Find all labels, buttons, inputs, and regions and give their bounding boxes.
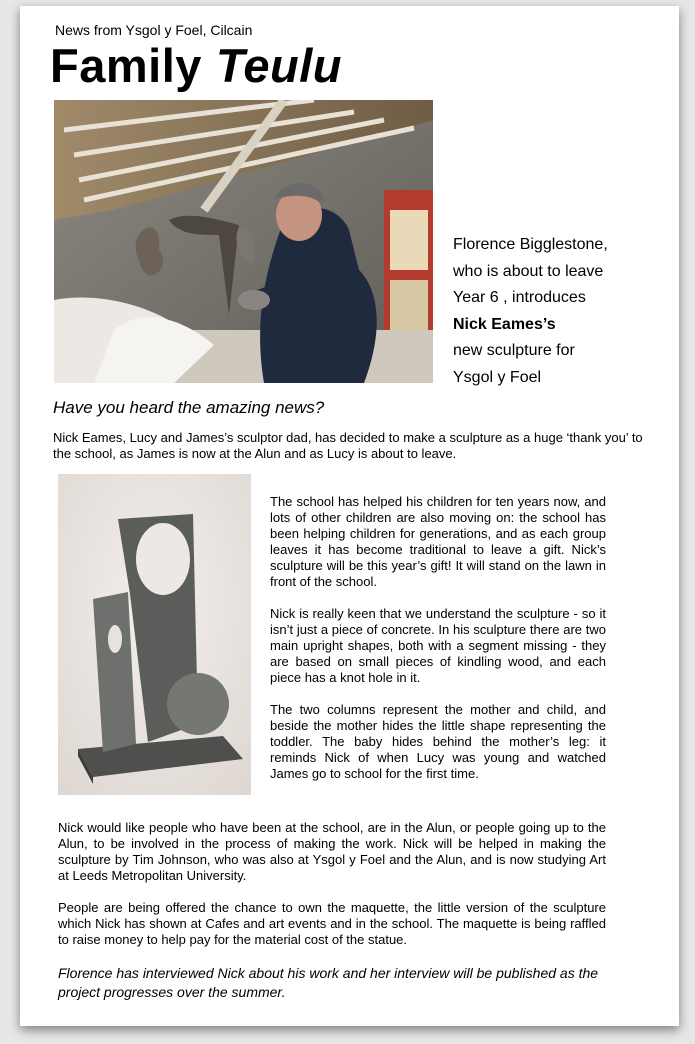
studio-photo xyxy=(54,100,433,383)
article-closing: Florence has interviewed Nick about his work and her interview will be published as the project progresses over the summer. xyxy=(58,965,599,1000)
intro-box xyxy=(453,232,673,391)
intro-artist-name: Nick Eames’s xyxy=(453,315,556,333)
newsletter-kicker: News from Ysgol y Foel, Cilcain xyxy=(55,22,253,38)
article-body xyxy=(58,820,606,964)
newsletter-page xyxy=(20,6,679,1026)
intro-line-1: Florence Bigglestone, xyxy=(453,236,608,253)
article-paragraph-3: The two columns represent the mother and child, and beside the mother hides the little shape representing the toddler. The baby hides behind the mother’s leg: it reminds Nick of when Lucy was young and watched James go to school for the first time. xyxy=(270,702,606,781)
masthead-family: Family xyxy=(50,39,202,92)
masthead-teulu: Teulu xyxy=(215,39,342,92)
intro-line-6: Ysgol y Foel xyxy=(453,368,542,386)
article-paragraph-1: The school has helped his children for ten years now, and lots of other children are also moving on: the school has been helping children for generations, and as each group leaves it has become traditional to leave a gift. Nick’s sculpture will be this year’s gift! It will stand on the lawn in front of the school. xyxy=(270,494,606,589)
intro-line-3: Year 6 , introduces xyxy=(453,289,586,306)
article-paragraph-5: People are being offered the chance to own the maquette, the little version of the sculpture which Nick has shown at Cafes and art events and in the school. The maquette is being raffled to raise money to help pay for the material cost of the statue. xyxy=(58,900,606,947)
article-lead: Nick Eames, Lucy and James’s sculptor dad, has decided to make a sculpture as a huge ‘thank you’ to the school, as James is now at the Alun and as Lucy is about to leave. xyxy=(53,430,643,461)
masthead-title xyxy=(50,39,342,92)
intro-line-2: who is about to leave xyxy=(453,262,604,280)
article-paragraph-2: Nick is really keen that we understand the sculpture - so it isn’t just a piece of concrete. In his sculpture there are two main upright shapes, both with a segment missing - they are based on small pieces of kindling wood, and each piece has a knot hole in it. xyxy=(270,606,606,685)
intro-line-5: new sculpture for xyxy=(453,342,575,359)
article-column xyxy=(270,494,606,798)
maquette-photo xyxy=(58,474,251,795)
article-subhead: Have you heard the amazing news? xyxy=(53,398,325,417)
article-paragraph-4: Nick would like people who have been at the school, are in the Alun, or people going up to the Alun, to be involved in the process of making the work. Nick will be helped in making the sculpture by Tim Johnson, who was also at Ysgol y Foel and the Alun, and is now studying Art at Leeds Metropolitan University. xyxy=(58,820,606,883)
